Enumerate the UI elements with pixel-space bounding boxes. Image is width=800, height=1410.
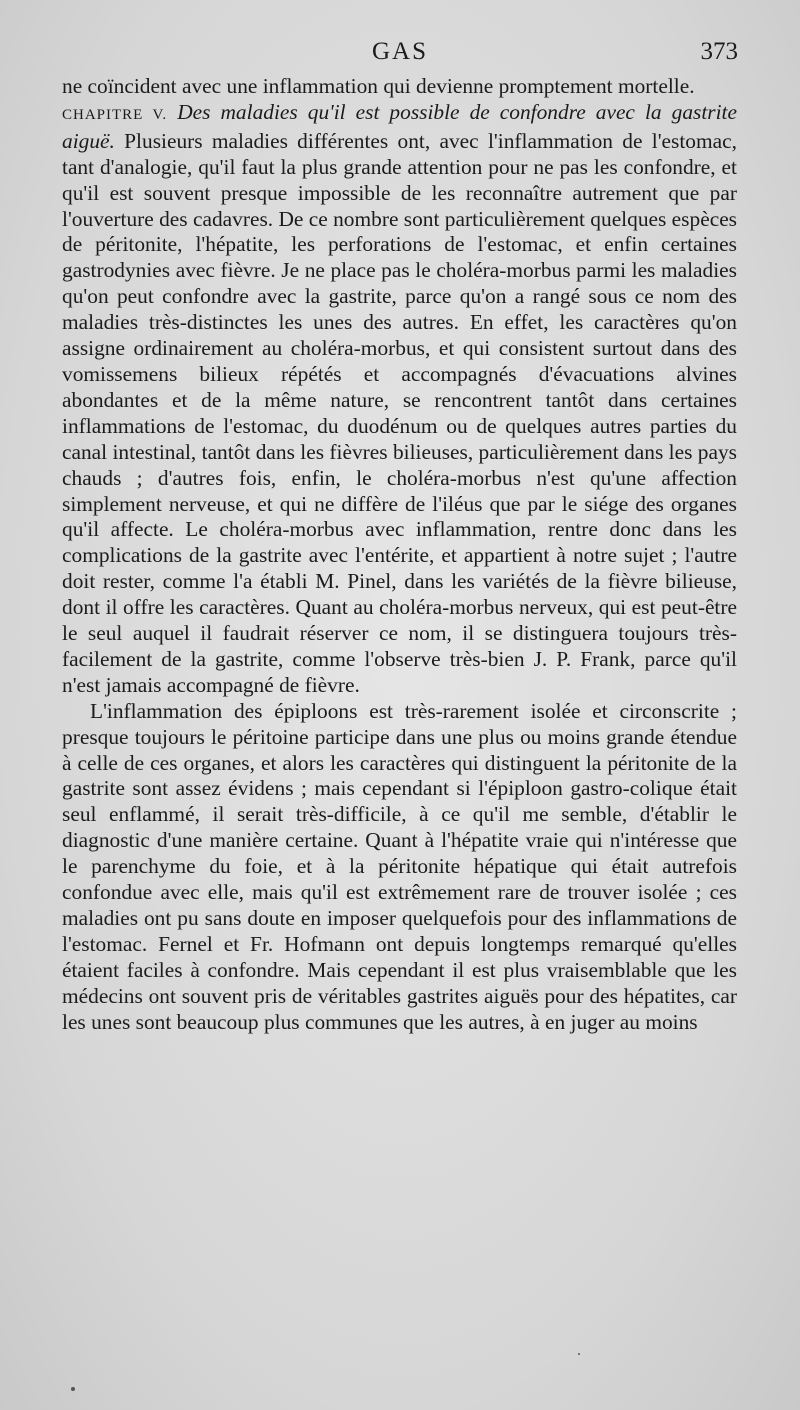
page-header xyxy=(60,38,740,72)
ink-speck xyxy=(71,1387,75,1391)
body-text xyxy=(62,74,737,1036)
chapter-paragraph xyxy=(62,100,737,699)
chapter-title: Des maladies qu'il est possible de confondre avec la gastrite aiguë. xyxy=(62,99,737,153)
continued-line: ne coïncident avec une inflammation qui devienne promptement mortelle. xyxy=(62,74,695,98)
ink-speck xyxy=(578,1353,580,1355)
chapter-label: CHAPITRE V. xyxy=(62,106,168,123)
chapter-text: Plusieurs maladies différentes ont, avec l'inflammation de l'estomac, tant d'analogie, qu'il faut la plus grande attention pour ne pas les confondre, et qu'il est souvent presque impossible de les reconnaître autrement que par l'ouverture des cadavres. De ce nombre sont particulièrement quelques espèces de péritonite, l'hépatite, les perforations de l'estomac, et enfin certaines gastrodynies avec fièvre. Je ne place pas le choléra-morbus parmi les maladies qu'on peut confondre avec la gastrite, parce qu'on a rangé sous ce nom des maladies très-distinctes les unes des autres. En effet, les caractères qu'on assigne ordinairement au choléra-morbus, et qui consistent surtout dans des vomissemens bilieux répétés et accompagnés d'évacuations alvines abondantes et de la même nature, se rencontrent tantôt dans certaines inflammations de l'estomac, du duodénum ou de quelques autres parties du canal intestinal, tantôt dans les fièvres bilieuses, particulièrement dans les pays chauds ; d'autres fois, enfin, le choléra-morbus n'est qu'une affection simplement nerveuse, et qui ne diffère de l'iléus que par le siége des organes qu'il affecte. Le choléra-morbus avec inflammation, rentre donc dans les complications de la gastrite avec l'entérite, et appartient à notre sujet ; l'autre doit rester, comme l'a établi M. Pinel, dans les variétés de la fièvre bilieuse, dont il offre les caractères. Quant au choléra-morbus nerveux, qui est peut-être le seul auquel il faudrait réserver ce nom, il se distinguera toujours très-facilement de la gastrite, comme l'observe très-bien J. P. Frank, parce qu'il n'est jamais accompagné de fièvre. xyxy=(62,128,738,697)
paragraph-epiploons: L'inflammation des épiploons est très-rarement isolée et circonscrite ; presque toujours le péritoine participe dans une plus ou moins grande étendue à celle de ces organes, et alors les caractères qui distinguent la péritonite de la gastrite sont assez évidens ; mais cependant si l'épiploon gastro-colique était seul enflammé, il serait très-difficile, à ce qu'il me semble, d'établir le diagnostic d'une manière certaine. Quant à l'hépatite vraie qui n'intéresse que le parenchyme du foie, et à la péritonite hépatique qui était autrefois confondue avec elle, mais qu'il est extrêmement rare de trouver isolée ; ces maladies ont pu sans doute en imposer quelquefois pour des inflammations de l'estomac. Fernel et Fr. Hofmann ont depuis longtemps remarqué qu'elles étaient faciles à confondre. Mais cependant il est plus vraisemblable que les médecins ont souvent pris de véritables gastrites aiguës pour des hépatites, car les unes sont beaucoup plus communes que les autres, à en juger au moins xyxy=(62,698,737,1034)
page-number: 373 xyxy=(700,38,738,65)
running-head: GAS xyxy=(371,38,428,65)
